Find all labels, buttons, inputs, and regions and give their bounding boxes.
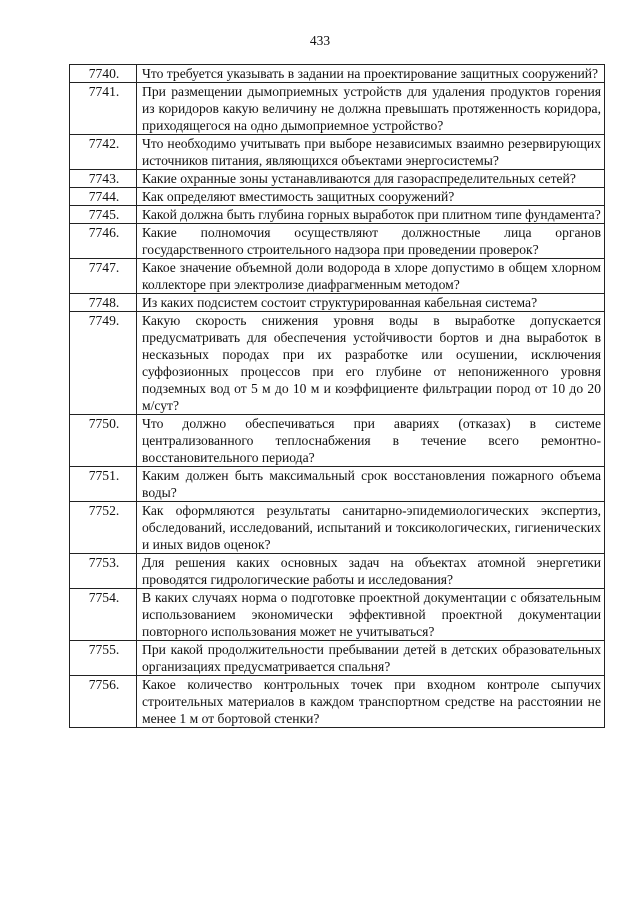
table-row bbox=[70, 312, 605, 415]
question-number: 7747. bbox=[70, 259, 137, 294]
table-row bbox=[70, 206, 605, 224]
table-row bbox=[70, 554, 605, 589]
table-row bbox=[70, 65, 605, 83]
question-text: Как оформляются результаты санитарно-эпидемиологических экспертиз, обследований, исследований, испытаний и токсикологических, гигиенических и иных видов оценок? bbox=[137, 502, 605, 554]
question-number: 7756. bbox=[70, 676, 137, 728]
page-number: 433 bbox=[309, 33, 331, 48]
question-text: При размещении дымоприемных устройств для удаления продуктов горения из коридоров какую величину не должна превышать протяженность коридора, приходящегося на одно дымоприемное устройство? bbox=[137, 83, 605, 135]
question-number: 7746. bbox=[70, 224, 137, 259]
question-number: 7741. bbox=[70, 83, 137, 135]
question-text: Что необходимо учитывать при выборе независимых взаимно резервирующих источников питания, являющихся объектами энергосистемы? bbox=[137, 135, 605, 170]
question-text: Какие охранные зоны устанавливаются для газораспределительных сетей? bbox=[137, 170, 605, 188]
table-row bbox=[70, 676, 605, 728]
question-number: 7755. bbox=[70, 641, 137, 676]
question-text: Какой должна быть глубина горных выработок при плитном типе фундамента? bbox=[137, 206, 605, 224]
question-text: Как определяют вместимость защитных сооружений? bbox=[137, 188, 605, 206]
question-text: При какой продолжительности пребывании детей в детских образовательных организациях предусматривается спальня? bbox=[137, 641, 605, 676]
table-row bbox=[70, 83, 605, 135]
question-text: Что требуется указывать в задании на проектирование защитных сооружений? bbox=[137, 65, 605, 83]
question-number: 7742. bbox=[70, 135, 137, 170]
question-number: 7752. bbox=[70, 502, 137, 554]
question-number: 7743. bbox=[70, 170, 137, 188]
table-row bbox=[70, 467, 605, 502]
table-row bbox=[70, 641, 605, 676]
table-row bbox=[70, 294, 605, 312]
question-number: 7745. bbox=[70, 206, 137, 224]
table-row bbox=[70, 415, 605, 467]
question-number: 7750. bbox=[70, 415, 137, 467]
question-number: 7744. bbox=[70, 188, 137, 206]
question-text: Какую скорость снижения уровня воды в выработке допускается предусматривать для обеспечения устойчивости бортов и дна выработок в несказьных породах при их разработке или осушении, исключения суффозионных процессов при его глубине от непониженного уровня подземных вод от 5 м до 10 м и коэффициенте фильтрации пород от 10 до 20 м/сут? bbox=[137, 312, 605, 415]
question-text: Какое количество контрольных точек при входном контроле сыпучих строительных материалов в каждом транспортном средстве на расстоянии не менее 1 м от бортовой стенки? bbox=[137, 676, 605, 728]
table-row bbox=[70, 259, 605, 294]
question-text: Каким должен быть максимальный срок восстановления пожарного объема воды? bbox=[137, 467, 605, 502]
table-row bbox=[70, 502, 605, 554]
table-row bbox=[70, 170, 605, 188]
questions-table bbox=[69, 64, 605, 728]
question-text: Что должно обеспечиваться при авариях (отказах) в системе централизованного теплоснабжения в течение всего ремонтно-восстановительного периода? bbox=[137, 415, 605, 467]
table-row bbox=[70, 135, 605, 170]
table-row bbox=[70, 188, 605, 206]
question-text: Какие полномочия осуществляют должностные лица органов государственного строительного надзора при проведении проверок? bbox=[137, 224, 605, 259]
question-number: 7748. bbox=[70, 294, 137, 312]
question-number: 7753. bbox=[70, 554, 137, 589]
question-text: Для решения каких основных задач на объектах атомной энергетики проводятся гидрологические работы и исследования? bbox=[137, 554, 605, 589]
table-row bbox=[70, 589, 605, 641]
question-number: 7740. bbox=[70, 65, 137, 83]
question-number: 7749. bbox=[70, 312, 137, 415]
question-number: 7754. bbox=[70, 589, 137, 641]
question-text: Какое значение объемной доли водорода в хлоре допустимо в общем хлорном коллекторе при электролизе диафрагменным методом? bbox=[137, 259, 605, 294]
question-text: В каких случаях норма о подготовке проектной документации с обязательным использованием экономически эффективной проектной документации повторного использования может не учитываться? bbox=[137, 589, 605, 641]
question-number: 7751. bbox=[70, 467, 137, 502]
question-text: Из каких подсистем состоит структурированная кабельная система? bbox=[137, 294, 605, 312]
table-row bbox=[70, 224, 605, 259]
